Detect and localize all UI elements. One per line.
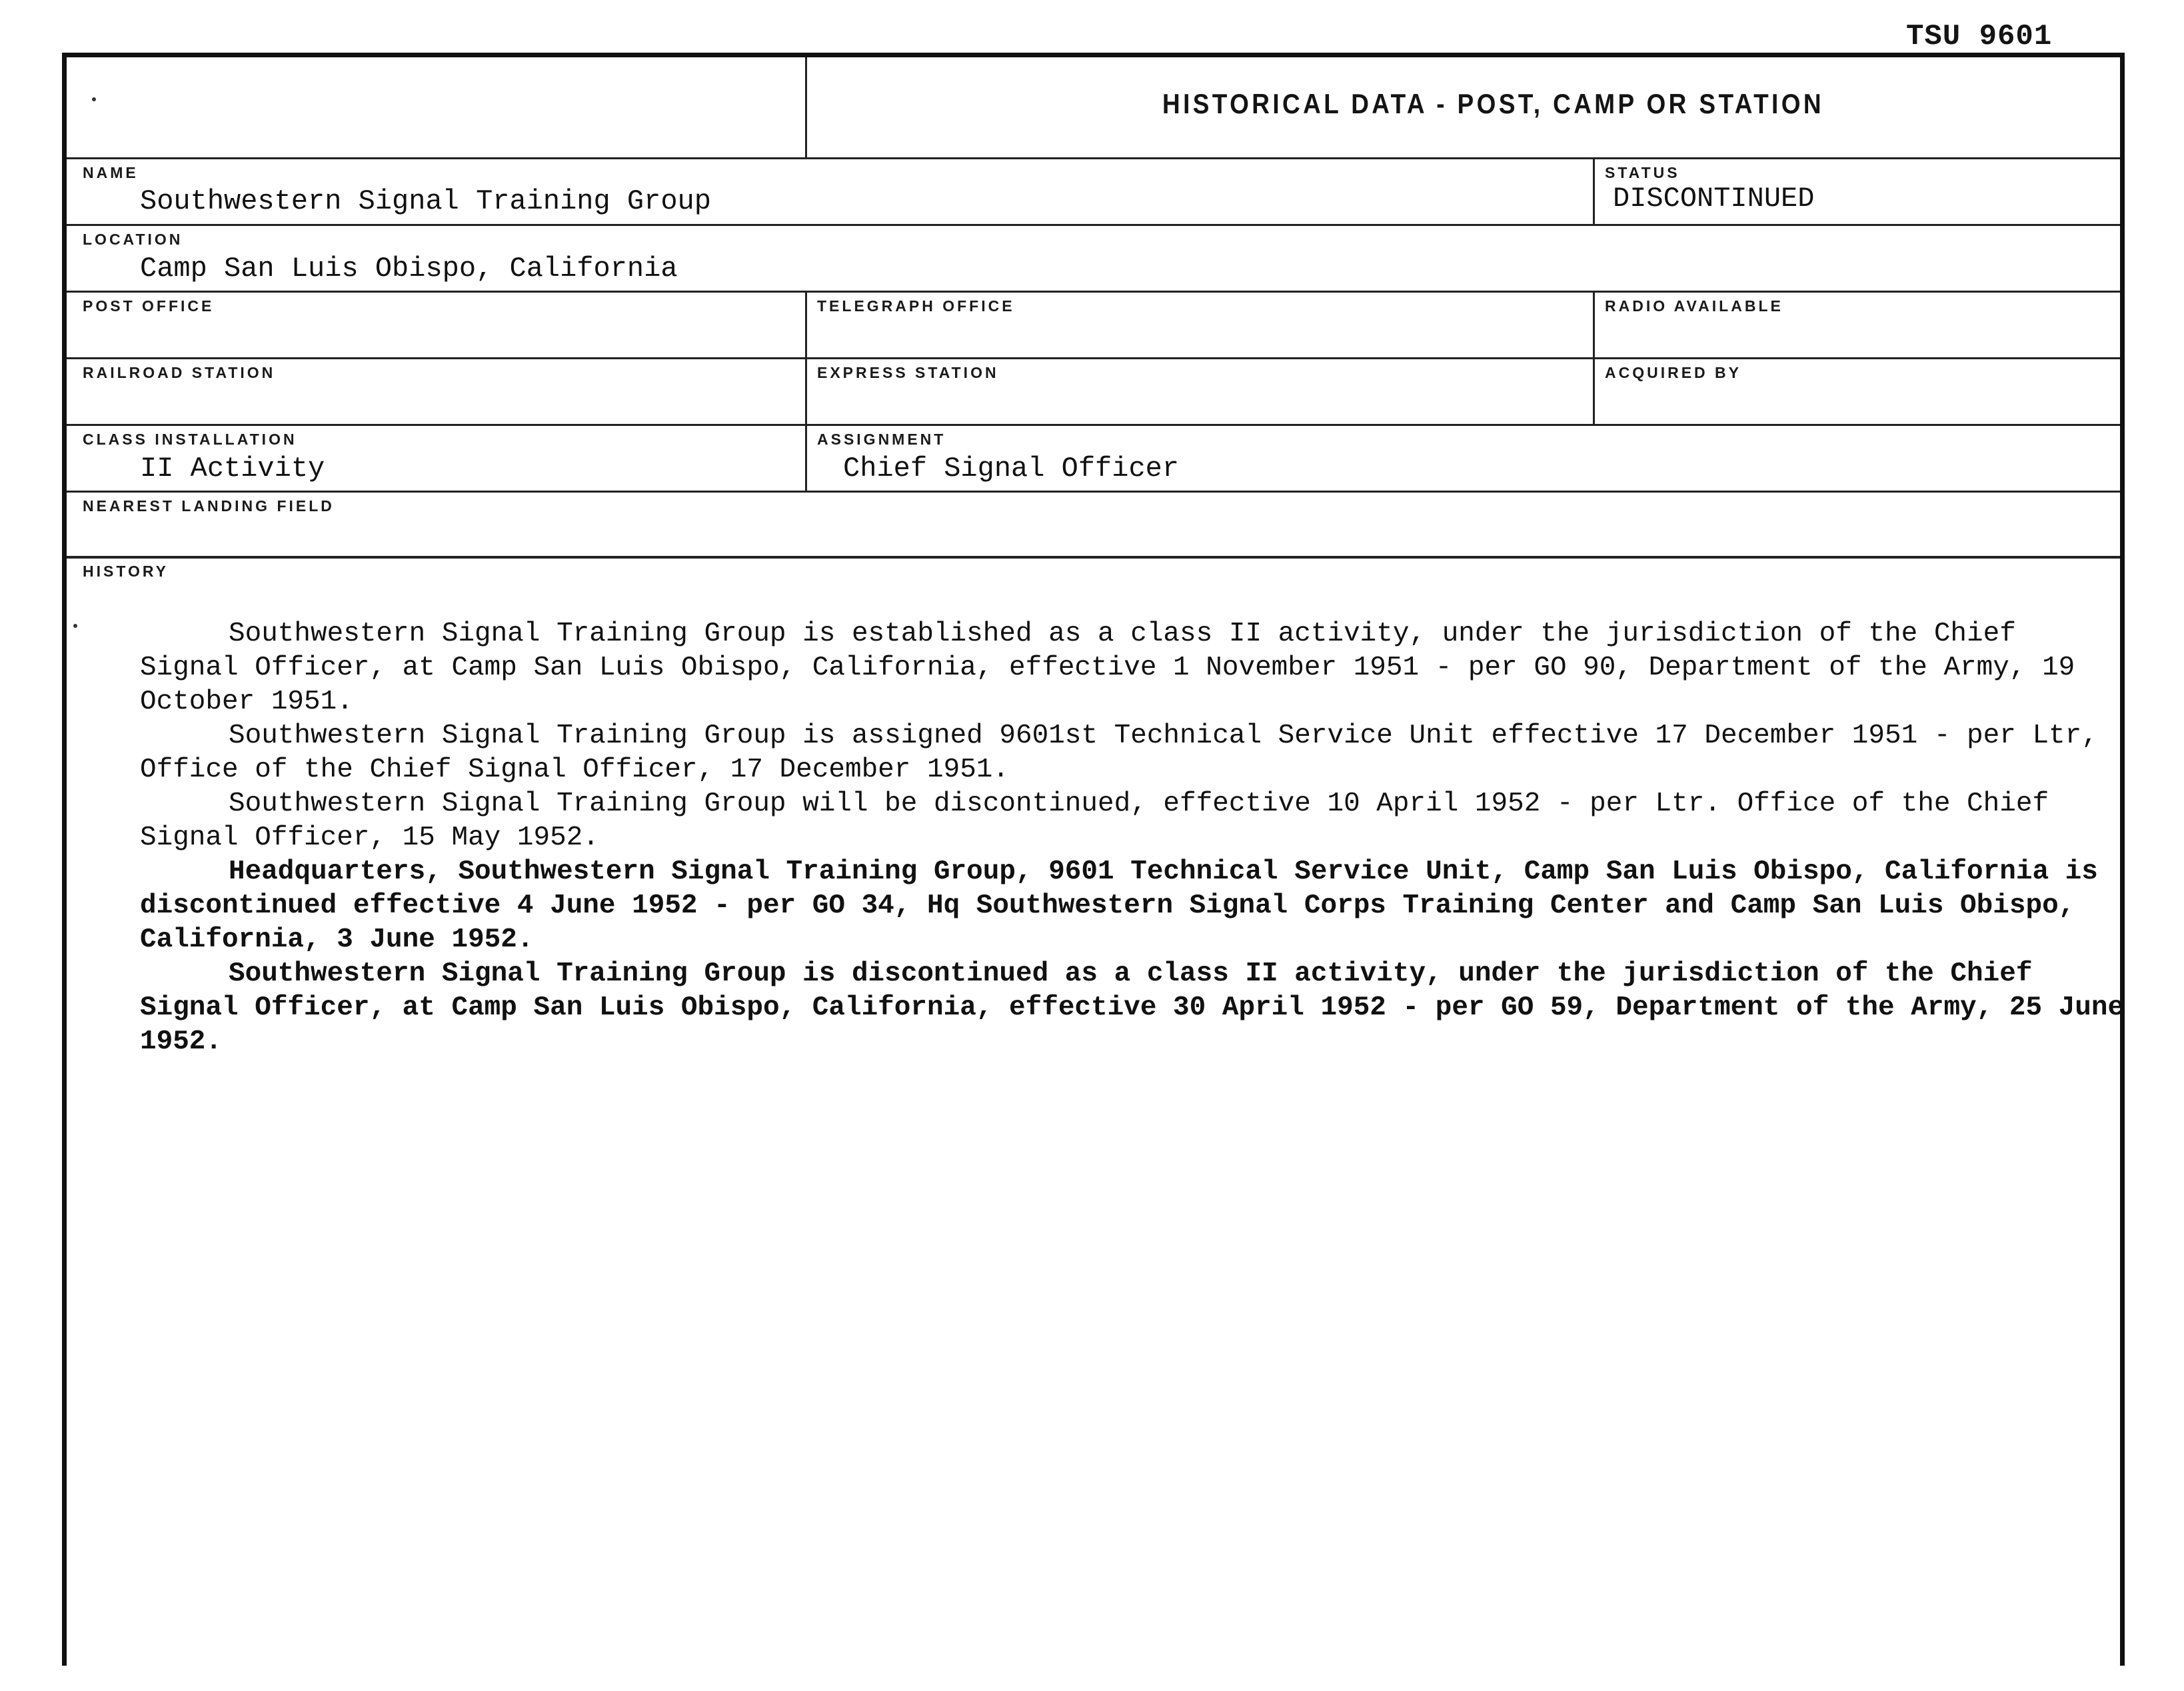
railroad-row-rule (67, 424, 2120, 426)
history-paragraph: Southwestern Signal Training Group is discontinued as a class II activity, under the jurisdiction of the Chief Signal Officer, at Camp San Luis Obispo, California, effective 30 April 1952 - per GO 59, Department of the Army, 25 June 1952. (140, 958, 2125, 1057)
acquired-by-label: ACQUIRED BY (1605, 364, 1742, 381)
location-row-rule (67, 291, 2120, 293)
header-bottom-rule (67, 157, 2120, 159)
history-text (140, 617, 2126, 1059)
class-row-rule (67, 491, 2120, 493)
location-label: LOCATION (83, 231, 183, 248)
telegraph-divider (805, 291, 807, 491)
assignment-label: ASSIGNMENT (817, 431, 946, 448)
history-label: HISTORY (83, 563, 169, 580)
telegraph-office-label: TELEGRAPH OFFICE (817, 297, 1015, 315)
stray-mark (92, 97, 96, 101)
stray-mark (73, 624, 77, 628)
location-value: Camp San Luis Obispo, California (140, 253, 678, 285)
history-paragraph: Southwestern Signal Training Group is established as a class II activity, under the jurisdiction of the Chief Signal Officer, at Camp San Luis Obispo, California, effective 1 November 1951 - per GO 90, Department of the Army, 19 October 1951. (140, 619, 2075, 717)
express-station-label: EXPRESS STATION (817, 364, 999, 381)
name-value: Southwestern Signal Training Group (140, 185, 711, 217)
historical-data-form (62, 53, 2125, 1666)
name-label: NAME (83, 164, 139, 181)
landing-field-row-rule (67, 556, 2120, 559)
class-installation-value: II Activity (140, 453, 325, 485)
history-paragraph: Southwestern Signal Training Group is assigned 9601st Technical Service Unit effective 17 December 1951 - per Ltr, Office of the Chief Signal Officer, 17 December 1951. (140, 721, 2098, 785)
nearest-landing-field-label: NEAREST LANDING FIELD (83, 497, 335, 515)
assignment-value: Chief Signal Officer (843, 453, 1180, 485)
status-value: DISCONTINUED (1613, 183, 1815, 215)
history-paragraph: Headquarters, Southwestern Signal Training Group, 9601 Technical Service Unit, Camp San Luis Obispo, California is discontinued effective 4 June 1952 - per GO 34, Hq Southwestern Signal Corps Training Center and Camp San Luis Obispo, California, 3 June 1952. (140, 856, 2098, 955)
document-id: TSU 9601 (1906, 20, 2053, 53)
status-divider (1593, 157, 1595, 224)
railroad-station-label: RAILROAD STATION (83, 364, 276, 381)
class-installation-label: CLASS INSTALLATION (83, 431, 297, 448)
form-title: HISTORICAL DATA - POST, CAMP OR STATION (1162, 88, 1824, 119)
post-office-label: POST OFFICE (83, 297, 215, 315)
name-row-rule (67, 224, 2120, 226)
header-divider (805, 57, 807, 157)
radio-available-label: RADIO AVAILABLE (1605, 297, 1783, 315)
status-label: STATUS (1605, 164, 1680, 181)
post-office-row-rule (67, 357, 2120, 359)
history-paragraph: Southwestern Signal Training Group will be discontinued, effective 10 April 1952 - per Ltr. Office of the Chief Signal Officer, 15 May 1952. (140, 789, 2049, 853)
